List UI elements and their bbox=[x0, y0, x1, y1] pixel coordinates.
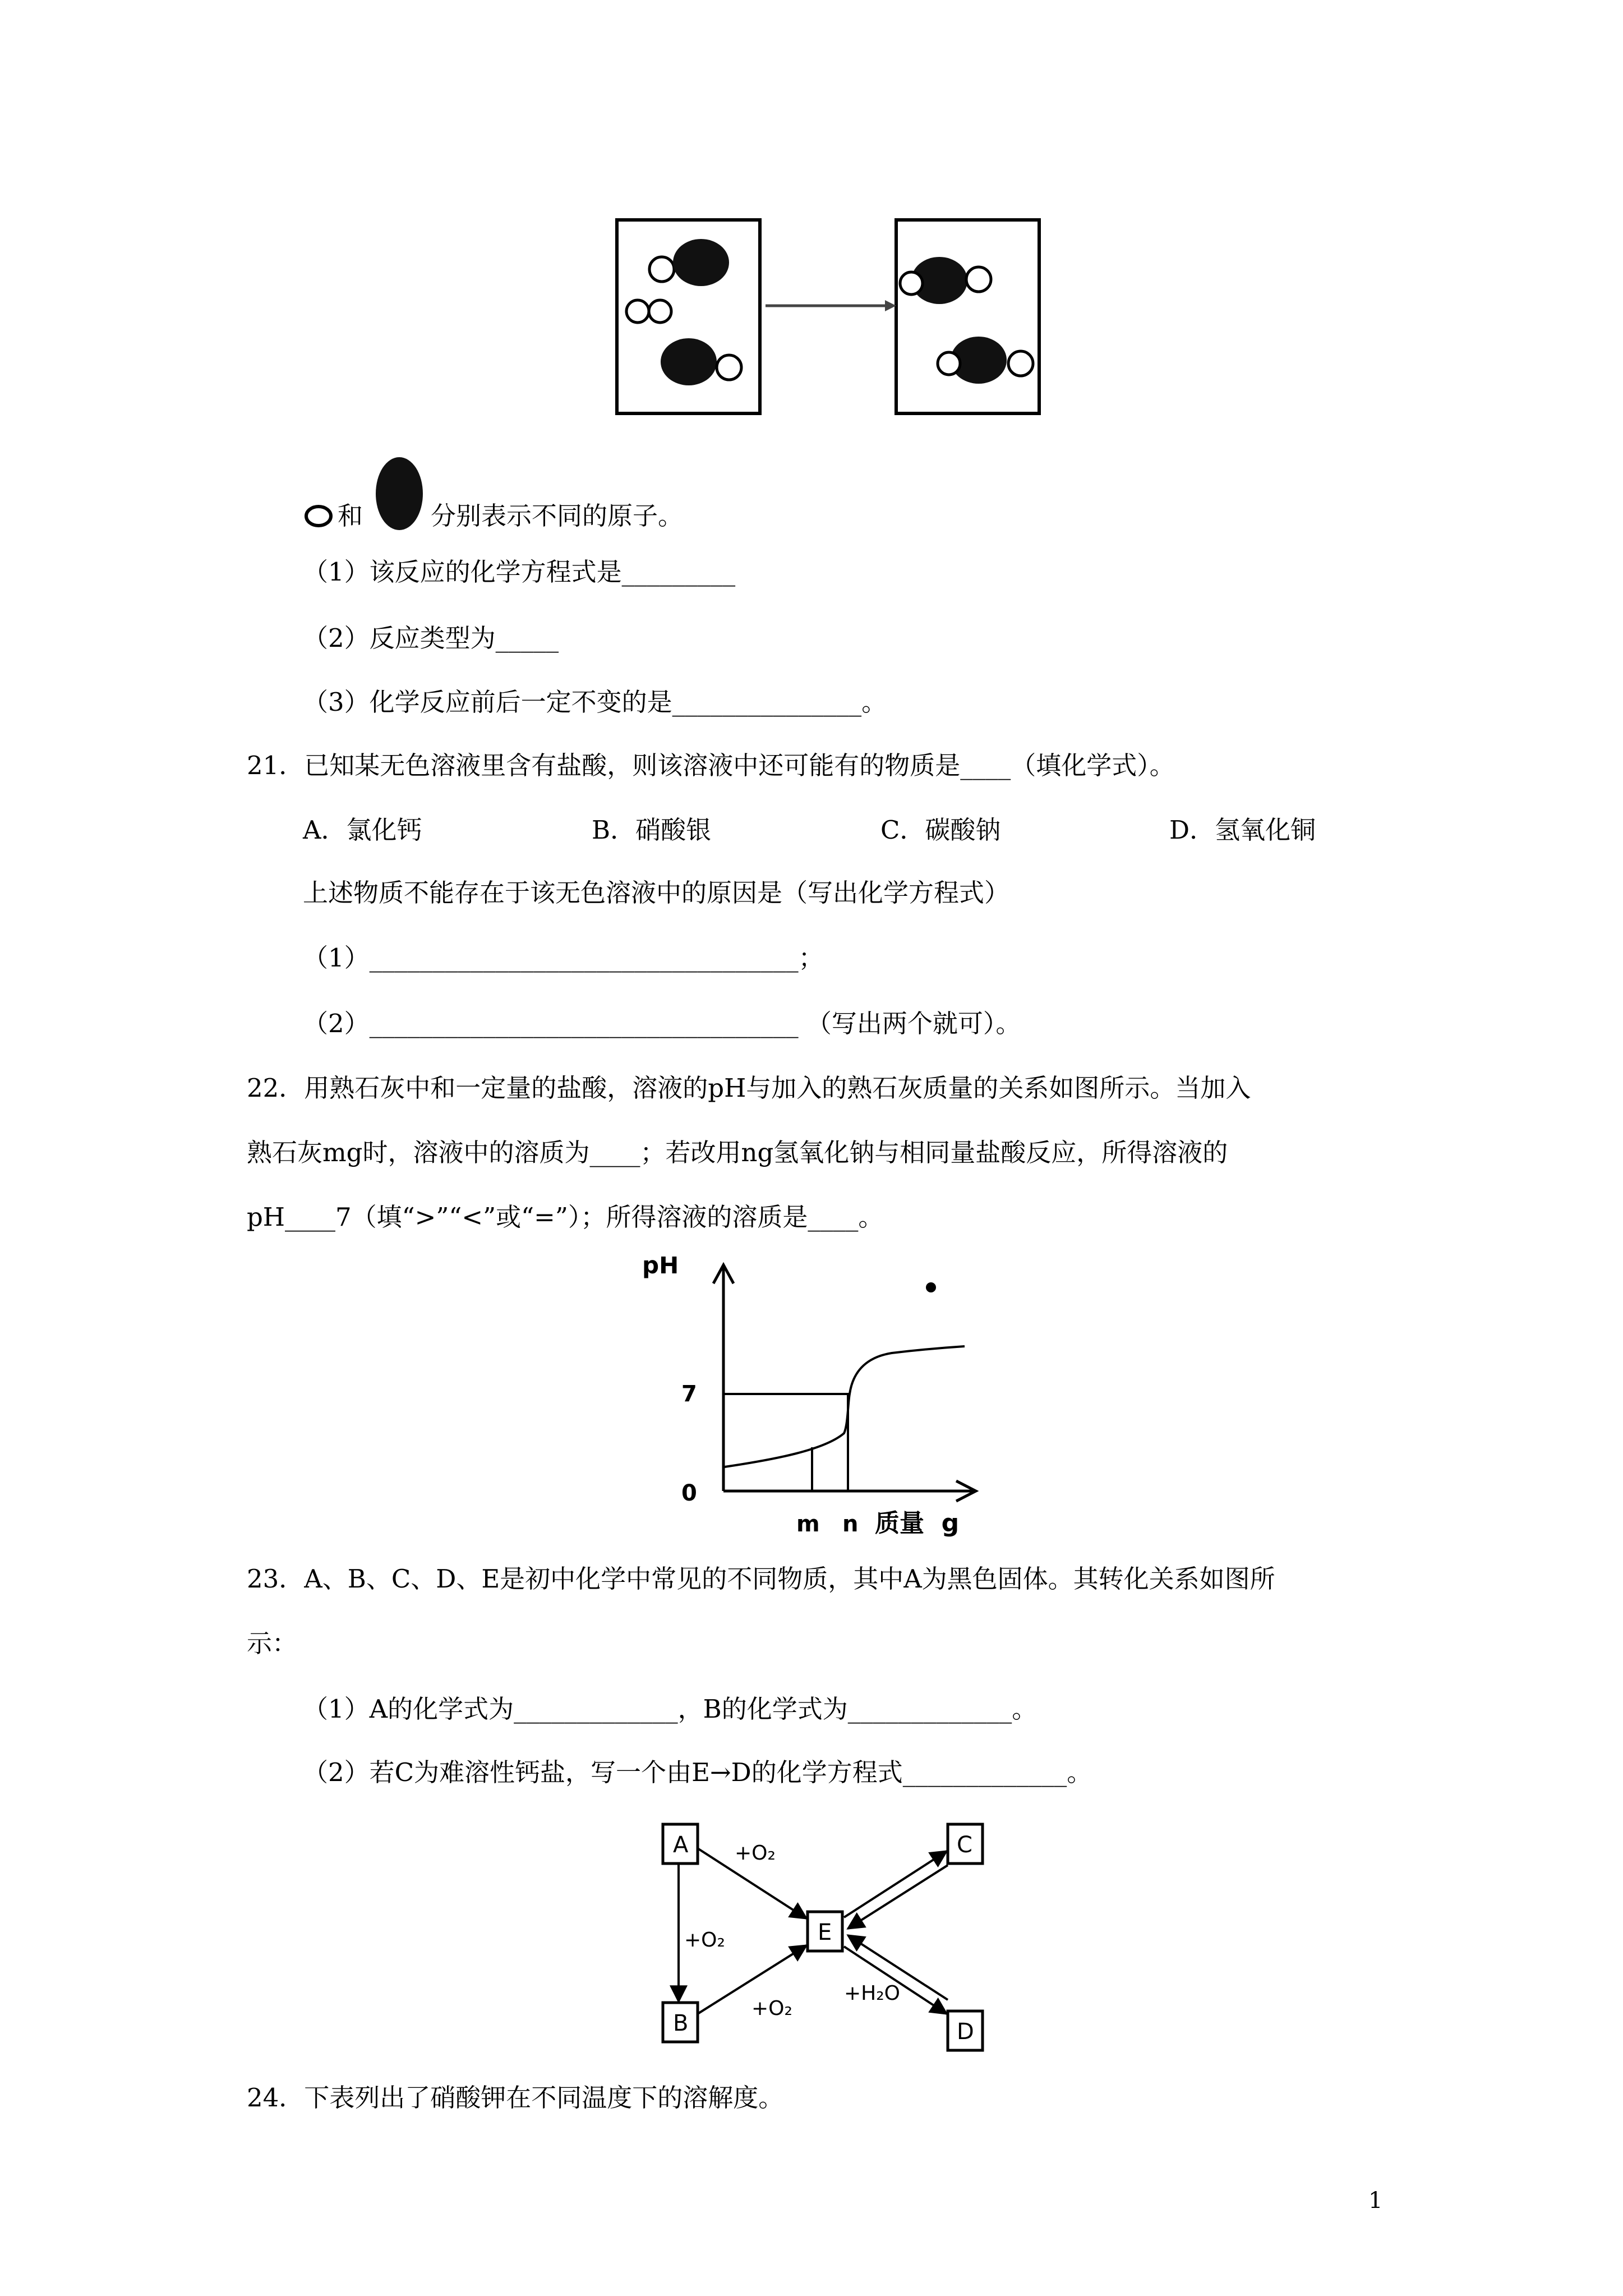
x-axis-label: 质量 g bbox=[875, 1509, 960, 1537]
q20-sub2: （2）反应类型为_____ bbox=[303, 623, 559, 653]
after-reaction-box bbox=[896, 220, 1039, 413]
legend-white-atom-icon bbox=[303, 502, 336, 530]
q21-option-c: C．碳酸钠 bbox=[880, 815, 1001, 845]
x-tick-m: m bbox=[796, 1511, 820, 1537]
q22-line1: 22．用熟石灰中和一定量的盐酸，溶液的pH与加入的熟石灰质量的关系如图所示。当加入 bbox=[247, 1073, 1251, 1103]
atom-black bbox=[673, 239, 729, 286]
legend-caption-text: 分别表示不同的原子。 bbox=[431, 501, 684, 531]
atom-white bbox=[649, 300, 671, 323]
legend-black-atom-icon bbox=[371, 454, 427, 533]
atom-white bbox=[900, 272, 923, 295]
q23-line2: 示： bbox=[247, 1628, 298, 1658]
edge-label-b-e: +O₂ bbox=[751, 1997, 792, 2020]
q21-option-a: A．氯化钙 bbox=[303, 815, 422, 845]
legend-and-text: 和 bbox=[338, 501, 363, 531]
atom-white bbox=[938, 352, 960, 375]
q22-line3: pH____7（填“>”“<”或“=”）；所得溶液的溶质是____。 bbox=[247, 1202, 884, 1232]
q23-sub1: （1）A的化学式为_____________，B的化学式为_____________。 bbox=[303, 1694, 1038, 1724]
edge-label-a-e: +O₂ bbox=[735, 1842, 776, 1865]
y-tick-0: 0 bbox=[681, 1480, 697, 1506]
atom-legend bbox=[303, 454, 1088, 539]
x-tick-n: n bbox=[842, 1511, 859, 1537]
chart-dot bbox=[926, 1282, 936, 1292]
q24-stem: 24．下表列出了硝酸钾在不同温度下的溶解度。 bbox=[247, 2083, 784, 2113]
node-e: E bbox=[818, 1920, 832, 1945]
node-c: C bbox=[957, 1832, 972, 1858]
edge-label-e-d: +H₂O bbox=[844, 1982, 901, 2005]
q21-reason: 上述物质不能存在于该无色溶液中的原因是（写出化学方程式） bbox=[303, 878, 1010, 908]
q23-line1: 23．A、B、C、D、E是初中化学中常见的不同物质，其中A为黑色固体。其转化关系如图所 bbox=[247, 1564, 1275, 1594]
q21-option-d: D．氢氧化铜 bbox=[1169, 815, 1316, 845]
conversion-diagram bbox=[645, 1818, 1009, 2053]
page-number: 1 bbox=[1368, 2188, 1383, 2214]
atom-white bbox=[649, 257, 674, 282]
reaction-figure bbox=[606, 213, 1094, 421]
q22-line2: 熟石灰mg时，溶液中的溶质为____；若改用ng氢氧化钠与相同量盐酸反应，所得溶液的 bbox=[247, 1138, 1228, 1167]
arrow-e-to-c bbox=[844, 1851, 947, 1917]
ph-curve bbox=[725, 1346, 965, 1467]
atom-white bbox=[717, 355, 741, 380]
y-axis-label: pH bbox=[642, 1257, 679, 1279]
q21-sub2: （2）__________________________________ （写出两个就可）。 bbox=[303, 1009, 1021, 1038]
q23-sub2: （2）若C为难溶性钙盐，写一个由E→D的化学方程式_____________。 bbox=[303, 1757, 1092, 1787]
q20-sub1: （1）该反应的化学方程式是_________ bbox=[303, 557, 736, 587]
atom-white bbox=[966, 267, 991, 292]
ph-chart bbox=[628, 1257, 1021, 1537]
q20-sub3: （3）化学反应前后一定不变的是_______________。 bbox=[303, 687, 887, 717]
atom-white bbox=[626, 300, 649, 323]
atom-white bbox=[1008, 351, 1033, 376]
edge-label-a-b: +O₂ bbox=[684, 1929, 725, 1952]
node-b: B bbox=[673, 2010, 689, 2036]
y-tick-7: 7 bbox=[681, 1381, 697, 1407]
q21-sub1: （1）__________________________________； bbox=[303, 943, 824, 973]
q21-stem: 21．已知某无色溶液里含有盐酸，则该溶液中还可能有的物质是____（填化学式）。 bbox=[247, 751, 1175, 780]
node-a: A bbox=[673, 1832, 689, 1858]
atom-black bbox=[661, 338, 717, 385]
arrow-c-to-e bbox=[848, 1865, 948, 1929]
q21-option-b: B．硝酸银 bbox=[592, 815, 712, 845]
node-d: D bbox=[957, 2019, 974, 2045]
